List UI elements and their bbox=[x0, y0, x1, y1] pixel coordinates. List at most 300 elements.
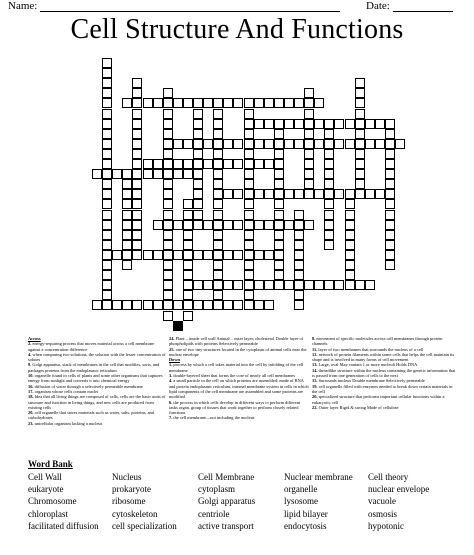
crossword-cell[interactable] bbox=[193, 149, 203, 159]
crossword-cell[interactable] bbox=[244, 139, 254, 149]
crossword-cell[interactable] bbox=[153, 250, 163, 260]
crossword-cell[interactable] bbox=[102, 220, 112, 230]
crossword-cell[interactable] bbox=[244, 240, 254, 250]
crossword-cell[interactable] bbox=[183, 139, 193, 149]
crossword-cell[interactable] bbox=[334, 280, 344, 290]
crossword-cell[interactable] bbox=[223, 280, 233, 290]
crossword-cell[interactable] bbox=[355, 280, 365, 290]
crossword-cell[interactable] bbox=[385, 240, 395, 250]
crossword-cell[interactable] bbox=[345, 260, 355, 270]
crossword-cell[interactable] bbox=[355, 189, 365, 199]
crossword-cell[interactable] bbox=[223, 98, 233, 108]
crossword-cell[interactable] bbox=[183, 260, 193, 270]
crossword-cell[interactable] bbox=[102, 88, 112, 98]
crossword-cell[interactable] bbox=[213, 199, 223, 209]
crossword-cell[interactable] bbox=[223, 220, 233, 230]
crossword-cell[interactable] bbox=[102, 230, 112, 240]
crossword-cell[interactable] bbox=[213, 260, 223, 270]
crossword-cell[interactable] bbox=[213, 220, 223, 230]
crossword-cell[interactable] bbox=[385, 220, 395, 230]
crossword-cell[interactable] bbox=[153, 220, 163, 230]
crossword-cell[interactable] bbox=[203, 98, 213, 108]
crossword-cell[interactable] bbox=[244, 250, 254, 260]
crossword-cell[interactable] bbox=[345, 210, 355, 220]
crossword-cell[interactable] bbox=[324, 230, 334, 240]
crossword-cell[interactable] bbox=[294, 300, 304, 310]
crossword-cell[interactable] bbox=[274, 199, 284, 209]
crossword-cell[interactable] bbox=[132, 139, 142, 149]
crossword-cell[interactable] bbox=[345, 240, 355, 250]
crossword-cell[interactable] bbox=[264, 139, 274, 149]
crossword-cell[interactable] bbox=[375, 139, 385, 149]
crossword-cell[interactable] bbox=[223, 189, 233, 199]
crossword-cell[interactable] bbox=[223, 139, 233, 149]
crossword-cell[interactable] bbox=[385, 149, 395, 159]
crossword-cell[interactable] bbox=[102, 68, 112, 78]
crossword-cell[interactable] bbox=[304, 220, 314, 230]
crossword-cell[interactable] bbox=[213, 149, 223, 159]
crossword-cell[interactable] bbox=[244, 280, 254, 290]
crossword-cell[interactable] bbox=[233, 300, 243, 310]
crossword-cell[interactable] bbox=[173, 250, 183, 260]
crossword-cell[interactable] bbox=[193, 119, 203, 129]
crossword-cell[interactable] bbox=[355, 139, 365, 149]
crossword-cell[interactable] bbox=[122, 179, 132, 189]
crossword-cell[interactable] bbox=[92, 169, 102, 179]
crossword-cell[interactable] bbox=[122, 98, 132, 108]
crossword-cell[interactable] bbox=[213, 129, 223, 139]
crossword-cell[interactable] bbox=[203, 159, 213, 169]
crossword-cell[interactable] bbox=[163, 179, 173, 189]
crossword-cell[interactable] bbox=[294, 210, 304, 220]
crossword-cell[interactable] bbox=[132, 129, 142, 139]
crossword-cell[interactable] bbox=[264, 280, 274, 290]
crossword-cell[interactable] bbox=[132, 119, 142, 129]
crossword-cell[interactable] bbox=[213, 179, 223, 189]
crossword-cell[interactable] bbox=[385, 250, 395, 260]
crossword-cell[interactable] bbox=[132, 250, 142, 260]
crossword-cell[interactable] bbox=[314, 280, 324, 290]
crossword-cell[interactable] bbox=[132, 149, 142, 159]
crossword-cell[interactable] bbox=[213, 240, 223, 250]
crossword-cell[interactable] bbox=[183, 280, 193, 290]
crossword-cell[interactable] bbox=[244, 199, 254, 209]
crossword-cell[interactable] bbox=[304, 139, 314, 149]
crossword-cell[interactable] bbox=[365, 119, 375, 129]
crossword-cell[interactable] bbox=[385, 189, 395, 199]
crossword-cell[interactable] bbox=[203, 300, 213, 310]
crossword-cell[interactable] bbox=[102, 280, 112, 290]
crossword-cell[interactable] bbox=[193, 250, 203, 260]
crossword-cell[interactable] bbox=[193, 280, 203, 290]
crossword-cell[interactable] bbox=[274, 250, 284, 260]
crossword-cell[interactable] bbox=[163, 300, 173, 310]
crossword-cell[interactable] bbox=[355, 149, 365, 159]
crossword-cell[interactable] bbox=[385, 179, 395, 189]
crossword-cell[interactable] bbox=[274, 270, 284, 280]
crossword-cell[interactable] bbox=[294, 290, 304, 300]
crossword-cell[interactable] bbox=[304, 149, 314, 159]
crossword-cell[interactable] bbox=[284, 98, 294, 108]
crossword-cell[interactable] bbox=[233, 250, 243, 260]
crossword-cell[interactable] bbox=[153, 300, 163, 310]
crossword-cell[interactable] bbox=[274, 119, 284, 129]
crossword-cell[interactable] bbox=[143, 169, 153, 179]
crossword-cell[interactable] bbox=[92, 300, 102, 310]
crossword-cell[interactable] bbox=[102, 109, 112, 119]
crossword-cell[interactable] bbox=[304, 88, 314, 98]
crossword-cell[interactable] bbox=[244, 109, 254, 119]
crossword-cell[interactable] bbox=[274, 220, 284, 230]
crossword-cell[interactable] bbox=[102, 210, 112, 220]
crossword-cell[interactable] bbox=[274, 230, 284, 240]
crossword-cell[interactable] bbox=[163, 119, 173, 129]
crossword-cell[interactable] bbox=[355, 159, 365, 169]
crossword-cell[interactable] bbox=[244, 260, 254, 270]
crossword-cell[interactable] bbox=[122, 220, 132, 230]
crossword-cell[interactable] bbox=[132, 179, 142, 189]
crossword-cell[interactable] bbox=[304, 159, 314, 169]
crossword-cell[interactable] bbox=[244, 189, 254, 199]
crossword-cell[interactable] bbox=[294, 240, 304, 250]
crossword-cell[interactable] bbox=[254, 280, 264, 290]
crossword-cell[interactable] bbox=[132, 98, 142, 108]
crossword-cell[interactable] bbox=[132, 300, 142, 310]
crossword-cell[interactable] bbox=[264, 98, 274, 108]
crossword-cell[interactable] bbox=[274, 159, 284, 169]
crossword-cell[interactable] bbox=[355, 88, 365, 98]
crossword-cell[interactable] bbox=[203, 139, 213, 149]
crossword-cell[interactable] bbox=[324, 139, 334, 149]
crossword-cell[interactable] bbox=[385, 230, 395, 240]
crossword-cell[interactable] bbox=[112, 250, 122, 260]
crossword-cell[interactable] bbox=[102, 169, 112, 179]
crossword-cell[interactable] bbox=[264, 119, 274, 129]
crossword-cell[interactable] bbox=[213, 210, 223, 220]
crossword-cell[interactable] bbox=[102, 129, 112, 139]
crossword-cell[interactable] bbox=[213, 159, 223, 169]
crossword-cell[interactable] bbox=[163, 109, 173, 119]
crossword-cell[interactable] bbox=[173, 220, 183, 230]
crossword-cell[interactable] bbox=[233, 159, 243, 169]
crossword-cell[interactable] bbox=[294, 270, 304, 280]
crossword-cell[interactable] bbox=[193, 300, 203, 310]
crossword-cell[interactable] bbox=[385, 119, 395, 129]
crossword-cell[interactable] bbox=[203, 250, 213, 260]
crossword-cell[interactable] bbox=[163, 129, 173, 139]
crossword-cell[interactable] bbox=[193, 220, 203, 230]
crossword-cell[interactable] bbox=[143, 159, 153, 169]
crossword-cell[interactable] bbox=[345, 119, 355, 129]
crossword-cell[interactable] bbox=[284, 220, 294, 230]
crossword-cell[interactable] bbox=[213, 109, 223, 119]
crossword-cell[interactable] bbox=[163, 311, 173, 321]
crossword-cell[interactable] bbox=[314, 98, 324, 108]
crossword-cell[interactable] bbox=[102, 159, 112, 169]
crossword-cell[interactable] bbox=[244, 169, 254, 179]
crossword-cell[interactable] bbox=[244, 230, 254, 240]
crossword-cell[interactable] bbox=[365, 189, 375, 199]
crossword-cell[interactable] bbox=[355, 109, 365, 119]
crossword-cell[interactable] bbox=[284, 189, 294, 199]
crossword-cell[interactable] bbox=[183, 169, 193, 179]
crossword-cell[interactable] bbox=[324, 220, 334, 230]
crossword-cell[interactable] bbox=[163, 88, 173, 98]
crossword-cell[interactable] bbox=[294, 98, 304, 108]
crossword-cell[interactable] bbox=[304, 169, 314, 179]
crossword-cell[interactable] bbox=[355, 78, 365, 88]
crossword-cell[interactable] bbox=[345, 280, 355, 290]
crossword-cell[interactable] bbox=[132, 78, 142, 88]
crossword-cell[interactable] bbox=[324, 129, 334, 139]
crossword-cell[interactable] bbox=[244, 220, 254, 230]
crossword-cell[interactable] bbox=[395, 139, 405, 149]
crossword-cell[interactable] bbox=[183, 270, 193, 280]
crossword-cell[interactable] bbox=[345, 220, 355, 230]
crossword-cell[interactable] bbox=[203, 280, 213, 290]
crossword-cell[interactable] bbox=[274, 240, 284, 250]
crossword-cell[interactable] bbox=[102, 149, 112, 159]
crossword-cell[interactable] bbox=[294, 189, 304, 199]
crossword-cell[interactable] bbox=[163, 250, 173, 260]
crossword-cell[interactable] bbox=[132, 220, 142, 230]
crossword-cell[interactable] bbox=[193, 169, 203, 179]
crossword-cell[interactable] bbox=[193, 109, 203, 119]
crossword-cell[interactable] bbox=[385, 139, 395, 149]
crossword-cell[interactable] bbox=[132, 88, 142, 98]
crossword-cell[interactable] bbox=[233, 220, 243, 230]
crossword-cell[interactable] bbox=[122, 199, 132, 209]
crossword-cell[interactable] bbox=[244, 119, 254, 129]
crossword-cell[interactable] bbox=[244, 210, 254, 220]
crossword-cell[interactable] bbox=[132, 230, 142, 240]
crossword-cell[interactable] bbox=[122, 230, 132, 240]
crossword-cell[interactable] bbox=[122, 189, 132, 199]
crossword-cell[interactable] bbox=[294, 139, 304, 149]
crossword-cell[interactable] bbox=[163, 230, 173, 240]
crossword-cell[interactable] bbox=[244, 98, 254, 108]
crossword-cell[interactable] bbox=[223, 250, 233, 260]
crossword-cell[interactable] bbox=[213, 139, 223, 149]
crossword-cell[interactable] bbox=[324, 179, 334, 189]
crossword-cell[interactable] bbox=[365, 139, 375, 149]
crossword-cell[interactable] bbox=[213, 250, 223, 260]
crossword-cell[interactable] bbox=[385, 210, 395, 220]
crossword-cell[interactable] bbox=[233, 280, 243, 290]
crossword-cell[interactable] bbox=[183, 199, 193, 209]
crossword-cell[interactable] bbox=[274, 169, 284, 179]
crossword-cell[interactable] bbox=[193, 179, 203, 189]
crossword-cell[interactable] bbox=[375, 119, 385, 129]
crossword-cell[interactable] bbox=[102, 119, 112, 129]
crossword-cell[interactable] bbox=[183, 240, 193, 250]
crossword-cell[interactable] bbox=[254, 189, 264, 199]
crossword-cell[interactable] bbox=[274, 260, 284, 270]
crossword-cell[interactable] bbox=[314, 119, 324, 129]
crossword-cell[interactable] bbox=[244, 290, 254, 300]
crossword-cell[interactable] bbox=[163, 290, 173, 300]
crossword-cell[interactable] bbox=[102, 78, 112, 88]
crossword-cell[interactable] bbox=[193, 159, 203, 169]
crossword-cell[interactable] bbox=[385, 129, 395, 139]
crossword-cell[interactable] bbox=[385, 169, 395, 179]
crossword-cell[interactable] bbox=[183, 300, 193, 310]
crossword-cell[interactable] bbox=[213, 189, 223, 199]
crossword-cell[interactable] bbox=[163, 240, 173, 250]
crossword-cell[interactable] bbox=[324, 149, 334, 159]
crossword-cell[interactable] bbox=[213, 300, 223, 310]
crossword-cell[interactable] bbox=[345, 270, 355, 280]
crossword-cell[interactable] bbox=[132, 199, 142, 209]
crossword-cell[interactable] bbox=[153, 98, 163, 108]
crossword-cell[interactable] bbox=[223, 300, 233, 310]
crossword-cell[interactable] bbox=[304, 189, 314, 199]
crossword-cell[interactable] bbox=[304, 280, 314, 290]
crossword-cell[interactable] bbox=[254, 159, 264, 169]
crossword-cell[interactable] bbox=[102, 290, 112, 300]
crossword-cell[interactable] bbox=[102, 58, 112, 68]
crossword-cell[interactable] bbox=[213, 98, 223, 108]
crossword-cell[interactable] bbox=[244, 300, 254, 310]
crossword-cell[interactable] bbox=[324, 159, 334, 169]
crossword-cell[interactable] bbox=[233, 98, 243, 108]
crossword-cell[interactable] bbox=[274, 139, 284, 149]
crossword-cell[interactable] bbox=[122, 300, 132, 310]
crossword-cell[interactable] bbox=[355, 98, 365, 108]
crossword-cell[interactable] bbox=[102, 260, 112, 270]
crossword-cell[interactable] bbox=[355, 169, 365, 179]
crossword-cell[interactable] bbox=[274, 210, 284, 220]
crossword-cell[interactable] bbox=[122, 210, 132, 220]
crossword-cell[interactable] bbox=[345, 199, 355, 209]
crossword-cell[interactable] bbox=[244, 149, 254, 159]
crossword-cell[interactable] bbox=[314, 189, 324, 199]
crossword-cell[interactable] bbox=[173, 169, 183, 179]
crossword-cell[interactable] bbox=[163, 169, 173, 179]
crossword-cell[interactable] bbox=[193, 139, 203, 149]
crossword-cell[interactable] bbox=[132, 240, 142, 250]
crossword-cell[interactable] bbox=[183, 250, 193, 260]
crossword-cell[interactable] bbox=[163, 270, 173, 280]
crossword-cell[interactable] bbox=[304, 98, 314, 108]
crossword-cell[interactable] bbox=[183, 230, 193, 240]
crossword-cell[interactable] bbox=[163, 220, 173, 230]
crossword-cell[interactable] bbox=[324, 119, 334, 129]
crossword-cell[interactable] bbox=[304, 119, 314, 129]
crossword-cell[interactable] bbox=[143, 300, 153, 310]
crossword-cell[interactable] bbox=[213, 169, 223, 179]
crossword-cell[interactable] bbox=[183, 220, 193, 230]
crossword-cell[interactable] bbox=[213, 119, 223, 129]
crossword-cell[interactable] bbox=[264, 220, 274, 230]
crossword-cell[interactable] bbox=[233, 139, 243, 149]
crossword-cell[interactable] bbox=[294, 230, 304, 240]
crossword-cell[interactable] bbox=[355, 119, 365, 129]
crossword-cell[interactable] bbox=[102, 300, 112, 310]
crossword-cell[interactable] bbox=[132, 169, 142, 179]
crossword-cell[interactable] bbox=[375, 189, 385, 199]
crossword-cell[interactable] bbox=[244, 129, 254, 139]
crossword-cell[interactable] bbox=[132, 109, 142, 119]
crossword-cell[interactable] bbox=[193, 199, 203, 209]
crossword-cell[interactable] bbox=[264, 250, 274, 260]
crossword-cell[interactable] bbox=[294, 220, 304, 230]
crossword-cell[interactable] bbox=[264, 159, 274, 169]
crossword-cell[interactable] bbox=[122, 169, 132, 179]
crossword-cell[interactable] bbox=[173, 139, 183, 149]
crossword-cell[interactable] bbox=[345, 230, 355, 240]
crossword-cell[interactable] bbox=[355, 129, 365, 139]
crossword-cell[interactable] bbox=[102, 240, 112, 250]
crossword-cell[interactable] bbox=[102, 199, 112, 209]
crossword-cell[interactable] bbox=[324, 169, 334, 179]
crossword-cell[interactable] bbox=[102, 179, 112, 189]
crossword-cell[interactable] bbox=[163, 189, 173, 199]
crossword-cell[interactable] bbox=[163, 149, 173, 159]
crossword-cell[interactable] bbox=[122, 260, 132, 270]
crossword-cell[interactable] bbox=[163, 139, 173, 149]
crossword-cell[interactable] bbox=[254, 250, 264, 260]
crossword-cell[interactable] bbox=[324, 199, 334, 209]
crossword-cell[interactable] bbox=[102, 189, 112, 199]
crossword-cell[interactable] bbox=[203, 220, 213, 230]
crossword-cell[interactable] bbox=[102, 250, 112, 260]
crossword-cell[interactable] bbox=[385, 199, 395, 209]
crossword-cell[interactable] bbox=[324, 210, 334, 220]
crossword-cell[interactable] bbox=[223, 159, 233, 169]
crossword-cell[interactable] bbox=[284, 139, 294, 149]
crossword-cell[interactable] bbox=[244, 179, 254, 189]
crossword-cell[interactable] bbox=[274, 280, 284, 290]
crossword-cell[interactable] bbox=[355, 179, 365, 189]
crossword-cell[interactable] bbox=[345, 139, 355, 149]
crossword-cell[interactable] bbox=[334, 119, 344, 129]
crossword-cell[interactable] bbox=[345, 250, 355, 260]
crossword-cell[interactable] bbox=[345, 189, 355, 199]
crossword-cell[interactable] bbox=[132, 189, 142, 199]
crossword-cell[interactable] bbox=[304, 109, 314, 119]
crossword-cell[interactable] bbox=[274, 149, 284, 159]
crossword-cell[interactable] bbox=[163, 260, 173, 270]
crossword-cell[interactable] bbox=[284, 280, 294, 290]
crossword-cell[interactable] bbox=[112, 169, 122, 179]
crossword-cell[interactable] bbox=[385, 260, 395, 270]
crossword-cell[interactable] bbox=[173, 98, 183, 108]
crossword-cell[interactable] bbox=[324, 240, 334, 250]
crossword-cell[interactable] bbox=[112, 300, 122, 310]
crossword-cell[interactable] bbox=[102, 98, 112, 108]
crossword-cell[interactable] bbox=[254, 220, 264, 230]
crossword-cell[interactable] bbox=[244, 159, 254, 169]
crossword-cell[interactable] bbox=[294, 260, 304, 270]
crossword-cell[interactable] bbox=[284, 119, 294, 129]
crossword-cell[interactable] bbox=[334, 189, 344, 199]
crossword-cell[interactable] bbox=[274, 129, 284, 139]
crossword-cell[interactable] bbox=[264, 189, 274, 199]
crossword-cell[interactable] bbox=[183, 159, 193, 169]
crossword-cell[interactable] bbox=[183, 311, 193, 321]
crossword-cell[interactable] bbox=[254, 139, 264, 149]
crossword-cell[interactable] bbox=[163, 98, 173, 108]
crossword-cell[interactable] bbox=[153, 159, 163, 169]
crossword-cell[interactable] bbox=[294, 280, 304, 290]
crossword-cell[interactable] bbox=[213, 280, 223, 290]
crossword-cell[interactable] bbox=[254, 119, 264, 129]
crossword-cell[interactable] bbox=[314, 139, 324, 149]
crossword-cell[interactable] bbox=[173, 300, 183, 310]
crossword-cell[interactable] bbox=[294, 119, 304, 129]
crossword-cell[interactable] bbox=[102, 139, 112, 149]
